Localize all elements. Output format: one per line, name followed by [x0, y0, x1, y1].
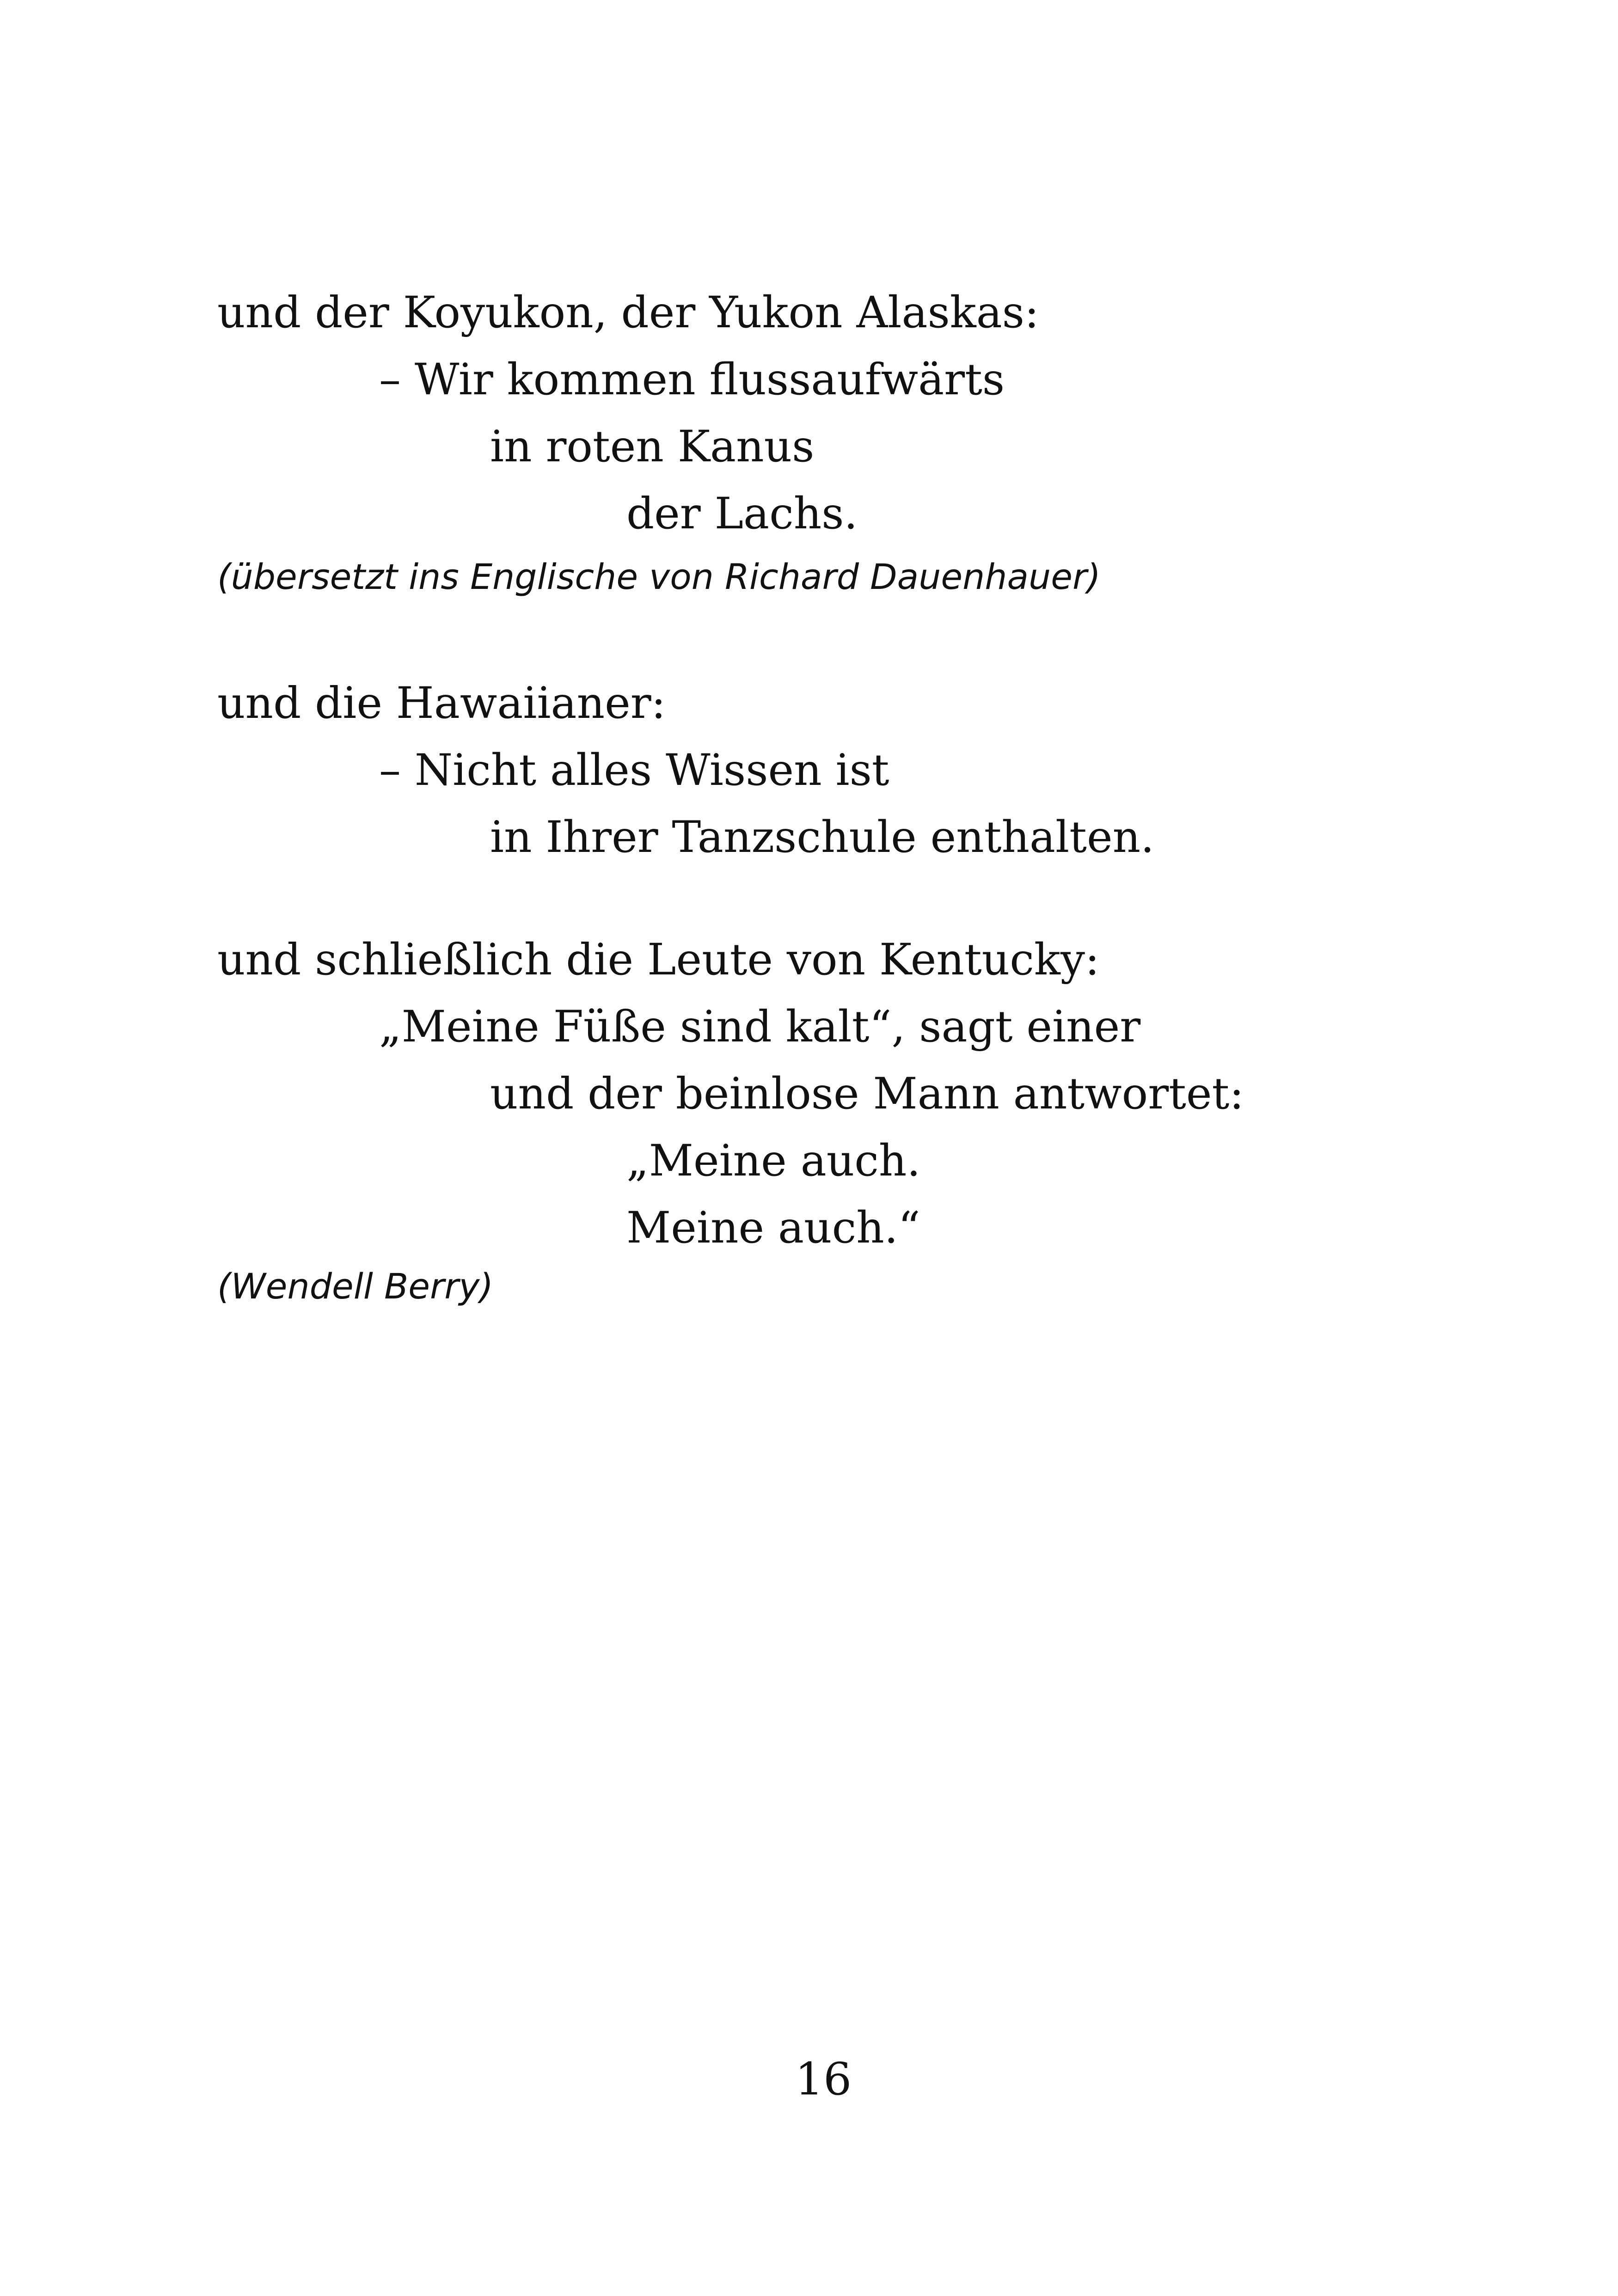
stanza-3-line-5: Meine auch.“ [626, 1203, 920, 1253]
stanza-3-citation: (Wendell Berry) [217, 1266, 494, 1307]
stanza-1-line-4: der Lachs. [626, 489, 858, 539]
stanza-1-citation: (übersetzt ins Englische von Richard Dauenhauer) [217, 556, 1101, 597]
stanza-2-line-3: in Ihrer Tanzschule enthalten. [490, 812, 1154, 863]
stanza-1-line-2: – Wir kommen flussaufwärts [379, 355, 1005, 405]
stanza-2-line-2: – Nicht alles Wissen ist [379, 745, 889, 796]
stanza-2-line-1: und die Hawaiianer: [217, 678, 666, 729]
stanza-3-line-4: „Meine auch. [626, 1136, 921, 1186]
stanza-1-line-3: in roten Kanus [490, 422, 815, 472]
stanza-3-line-2: „Meine Füße sind kalt“, sagt einer [379, 1002, 1141, 1052]
stanza-1-line-1: und der Koyukon, der Yukon Alaskas: [217, 288, 1039, 338]
stanza-3-line-3: und der beinlose Mann antwortet: [490, 1069, 1244, 1119]
stanza-3-line-1: und schließlich die Leute von Kentucky: [217, 935, 1100, 985]
page-number: 16 [795, 2053, 852, 2105]
